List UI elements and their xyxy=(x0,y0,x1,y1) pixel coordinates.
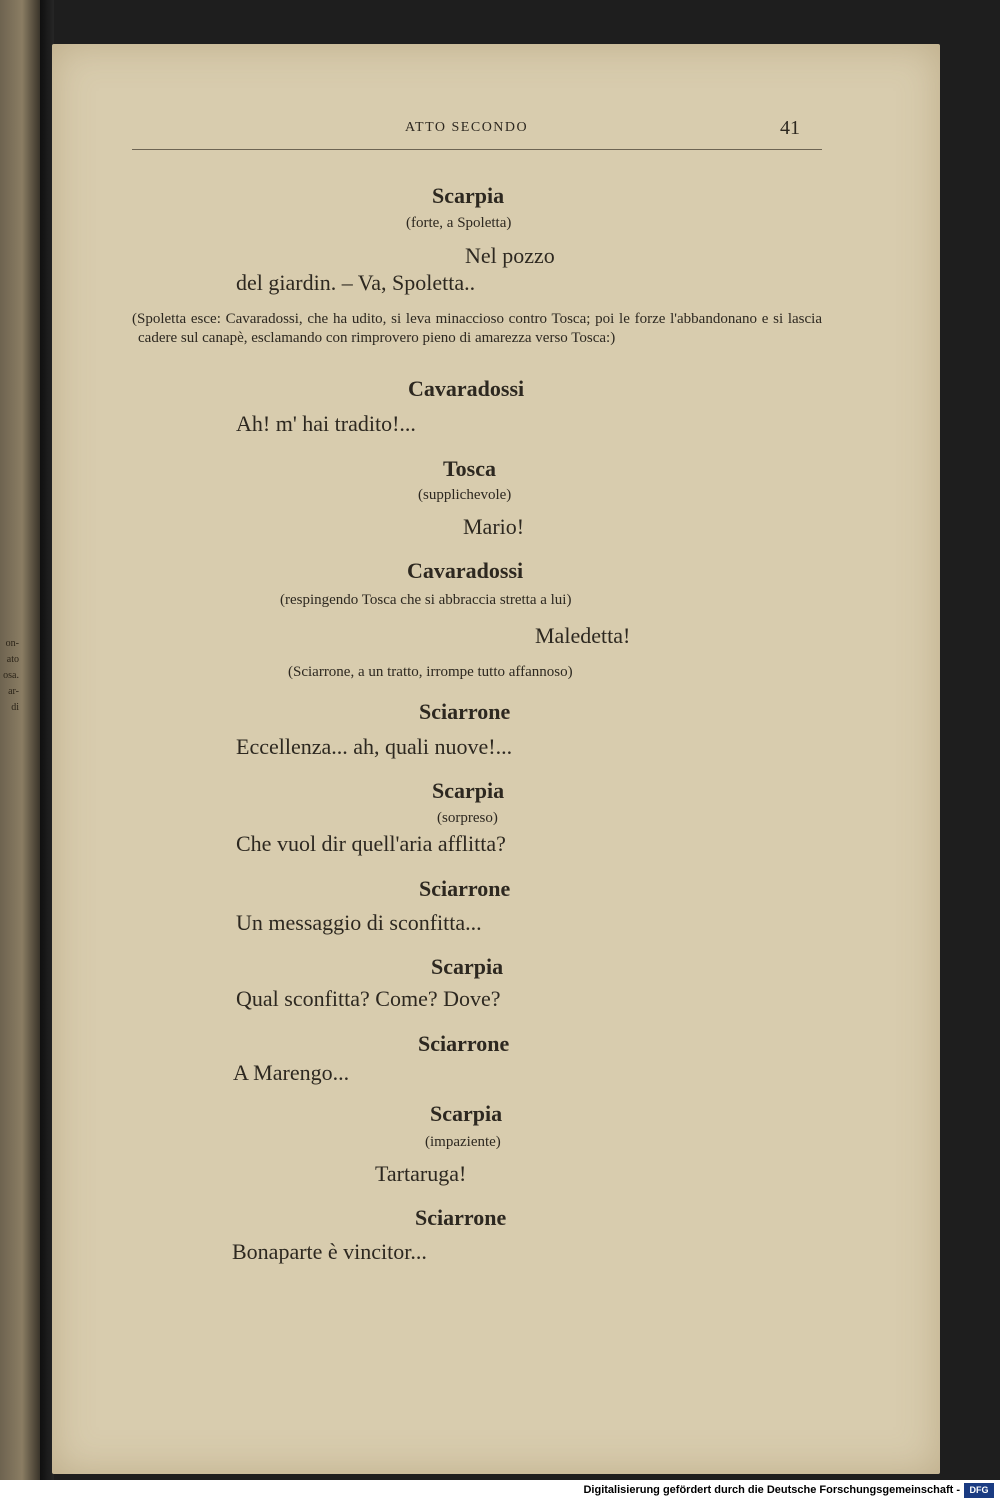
dialogue-line: Che vuol dir quell'aria afflitta? xyxy=(236,831,506,856)
page-number: 41 xyxy=(780,117,800,139)
speaker-name: Scarpia xyxy=(430,1101,503,1126)
dialogue-line: Qual sconfitta? Come? Dove? xyxy=(236,986,501,1011)
left-page-fragments: on- ato osa. ar- di xyxy=(3,638,19,713)
running-header: ATTO SECONDO xyxy=(405,120,529,135)
stage-direction: (Sciarrone, a un tratto, irrompe tutto affannoso) xyxy=(288,664,573,680)
dialogue-line: Tartaruga! xyxy=(375,1161,467,1186)
stage-direction-paragraph: (Spoletta esce: Cavaradossi, che ha udito, si leva minaccioso contro Tosca; poi le forze l'abbandonano e si lascia cadere sul canapè, esclamando con rimprovero pieno di amarezza verso Tosca:) xyxy=(132,311,822,346)
dialogue-line: del giardin. – Va, Spoletta.. xyxy=(236,270,476,295)
stage-direction: (sorpreso) xyxy=(437,810,498,826)
dialogue-line: A Marengo... xyxy=(233,1060,350,1085)
dialogue-line: Maledetta! xyxy=(535,623,631,648)
speaker-name: Cavaradossi xyxy=(408,376,525,401)
header-rule xyxy=(132,149,822,150)
digitization-footer xyxy=(0,1480,1000,1502)
dialogue-line: Mario! xyxy=(463,514,525,539)
footer-credit: Digitalisierung gefördert durch die Deutsche Forschungsgemeinschaft - xyxy=(583,1484,960,1496)
stage-direction: (forte, a Spoletta) xyxy=(406,215,512,231)
dialogue-line: Ah! m' hai tradito!... xyxy=(236,411,416,436)
left-page-edge xyxy=(0,0,40,1480)
stage-direction: (impaziente) xyxy=(425,1134,501,1150)
dialogue-line: Eccellenza... ah, quali nuove!... xyxy=(236,734,513,759)
speaker-name: Sciarrone xyxy=(415,1205,507,1230)
dfg-logo: DFG xyxy=(964,1483,994,1498)
dialogue-line: Nel pozzo xyxy=(465,243,555,268)
speaker-name: Scarpia xyxy=(432,183,505,208)
speaker-name: Sciarrone xyxy=(418,1031,510,1056)
speaker-name: Cavaradossi xyxy=(407,558,524,583)
dialogue-line: Bonaparte è vincitor... xyxy=(232,1239,427,1264)
stage-direction: (respingendo Tosca che si abbraccia stretta a lui) xyxy=(280,592,572,608)
speaker-name: Tosca xyxy=(443,456,496,481)
speaker-name: Sciarrone xyxy=(419,699,511,724)
speaker-name: Sciarrone xyxy=(419,876,511,901)
speaker-name: Scarpia xyxy=(432,778,505,803)
speaker-name: Scarpia xyxy=(431,954,504,979)
stage-direction: (supplichevole) xyxy=(418,487,512,503)
dialogue-line: Un messaggio di sconfitta... xyxy=(236,910,482,935)
